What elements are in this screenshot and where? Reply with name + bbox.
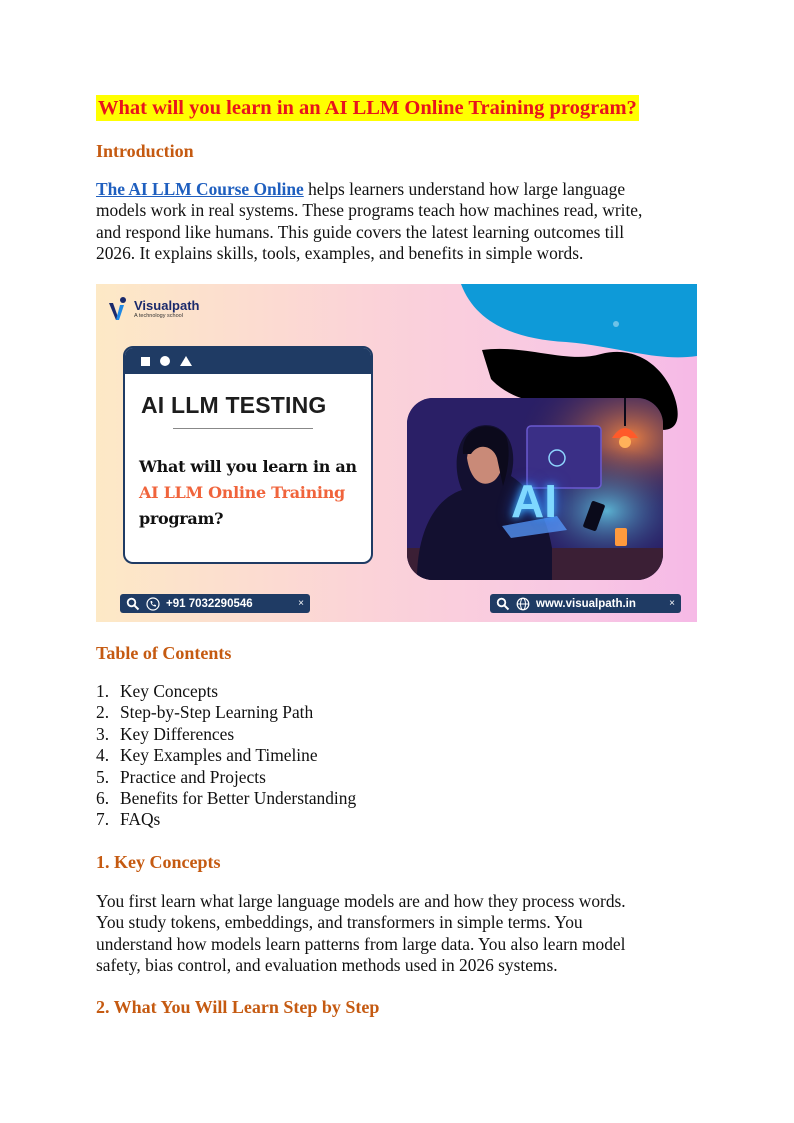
globe-icon xyxy=(516,597,530,611)
square-icon xyxy=(141,357,150,366)
intro-line-2: models work in real systems. These programs teach how machines read, write, xyxy=(96,200,643,221)
phone-pill xyxy=(120,594,310,613)
intro-line-1: The AI LLM Course Online helps learners understand how large language xyxy=(96,179,626,199)
section-2-heading: 2. What You Will Learn Step by Step xyxy=(96,997,380,1017)
search-icon xyxy=(126,597,140,611)
website-pill xyxy=(490,594,681,613)
website-pill-close-icon: × xyxy=(669,598,675,609)
phone-pill-close-icon: × xyxy=(298,598,304,609)
circle-icon xyxy=(160,356,170,366)
woman-with-phone-illustration xyxy=(407,398,663,580)
toc-item: 4. Key Examples and Timeline xyxy=(96,745,318,766)
website-url: www.visualpath.in xyxy=(536,597,636,610)
introduction-paragraph xyxy=(96,179,706,265)
section-1-heading: 1. Key Concepts xyxy=(96,852,221,872)
toc-item: 2. Step-by-Step Learning Path xyxy=(96,702,314,723)
intro-line-4: 2026. It explains skills, tools, examples, and benefits in simple words. xyxy=(96,243,584,264)
section-1-paragraph: You first learn what large language models are and how they process words. You study tokens, embeddings, and transformers in simple terms. You understand how models learn patterns from large data. You also learn model safety, bias control, and evaluation methods used in 2026 systems. xyxy=(96,891,626,976)
toc-heading: Table of Contents xyxy=(96,643,232,663)
phone-icon xyxy=(146,597,160,611)
intro-line-3: and respond like humans. This guide covers the latest learning outcomes till xyxy=(96,221,625,242)
table-of-contents xyxy=(96,681,356,831)
card-subtitle: What will you learn in an AI LLM Online Training program? xyxy=(139,457,357,528)
browser-card-titlebar xyxy=(125,348,371,374)
toc-item: 1. Key Concepts xyxy=(96,681,219,701)
toc-item: 3. Key Differences xyxy=(96,723,235,744)
visualpath-logo-icon xyxy=(108,296,130,322)
ai-neon-text: AI xyxy=(511,475,557,527)
logo-name: Visualpath xyxy=(134,297,200,313)
course-link[interactable]: The AI LLM Course Online xyxy=(96,179,304,199)
search-icon xyxy=(496,597,510,611)
introduction-heading: Introduction xyxy=(96,141,194,161)
toc-item: 5. Practice and Projects xyxy=(96,766,266,787)
toc-item: 7. FAQs xyxy=(96,809,161,830)
toc-item: 6. Benefits for Better Understanding xyxy=(96,788,357,809)
browser-card xyxy=(123,346,373,564)
visualpath-logo xyxy=(108,296,200,322)
card-divider xyxy=(173,428,313,429)
card-title: AI LLM TESTING xyxy=(141,392,327,418)
course-banner-image xyxy=(96,284,697,622)
document-title: What will you learn in an AI LLM Online Training program? xyxy=(98,97,637,119)
phone-number: +91 7032290546 xyxy=(166,597,253,610)
logo-tagline: A technology school xyxy=(134,312,183,319)
triangle-icon xyxy=(180,356,192,366)
